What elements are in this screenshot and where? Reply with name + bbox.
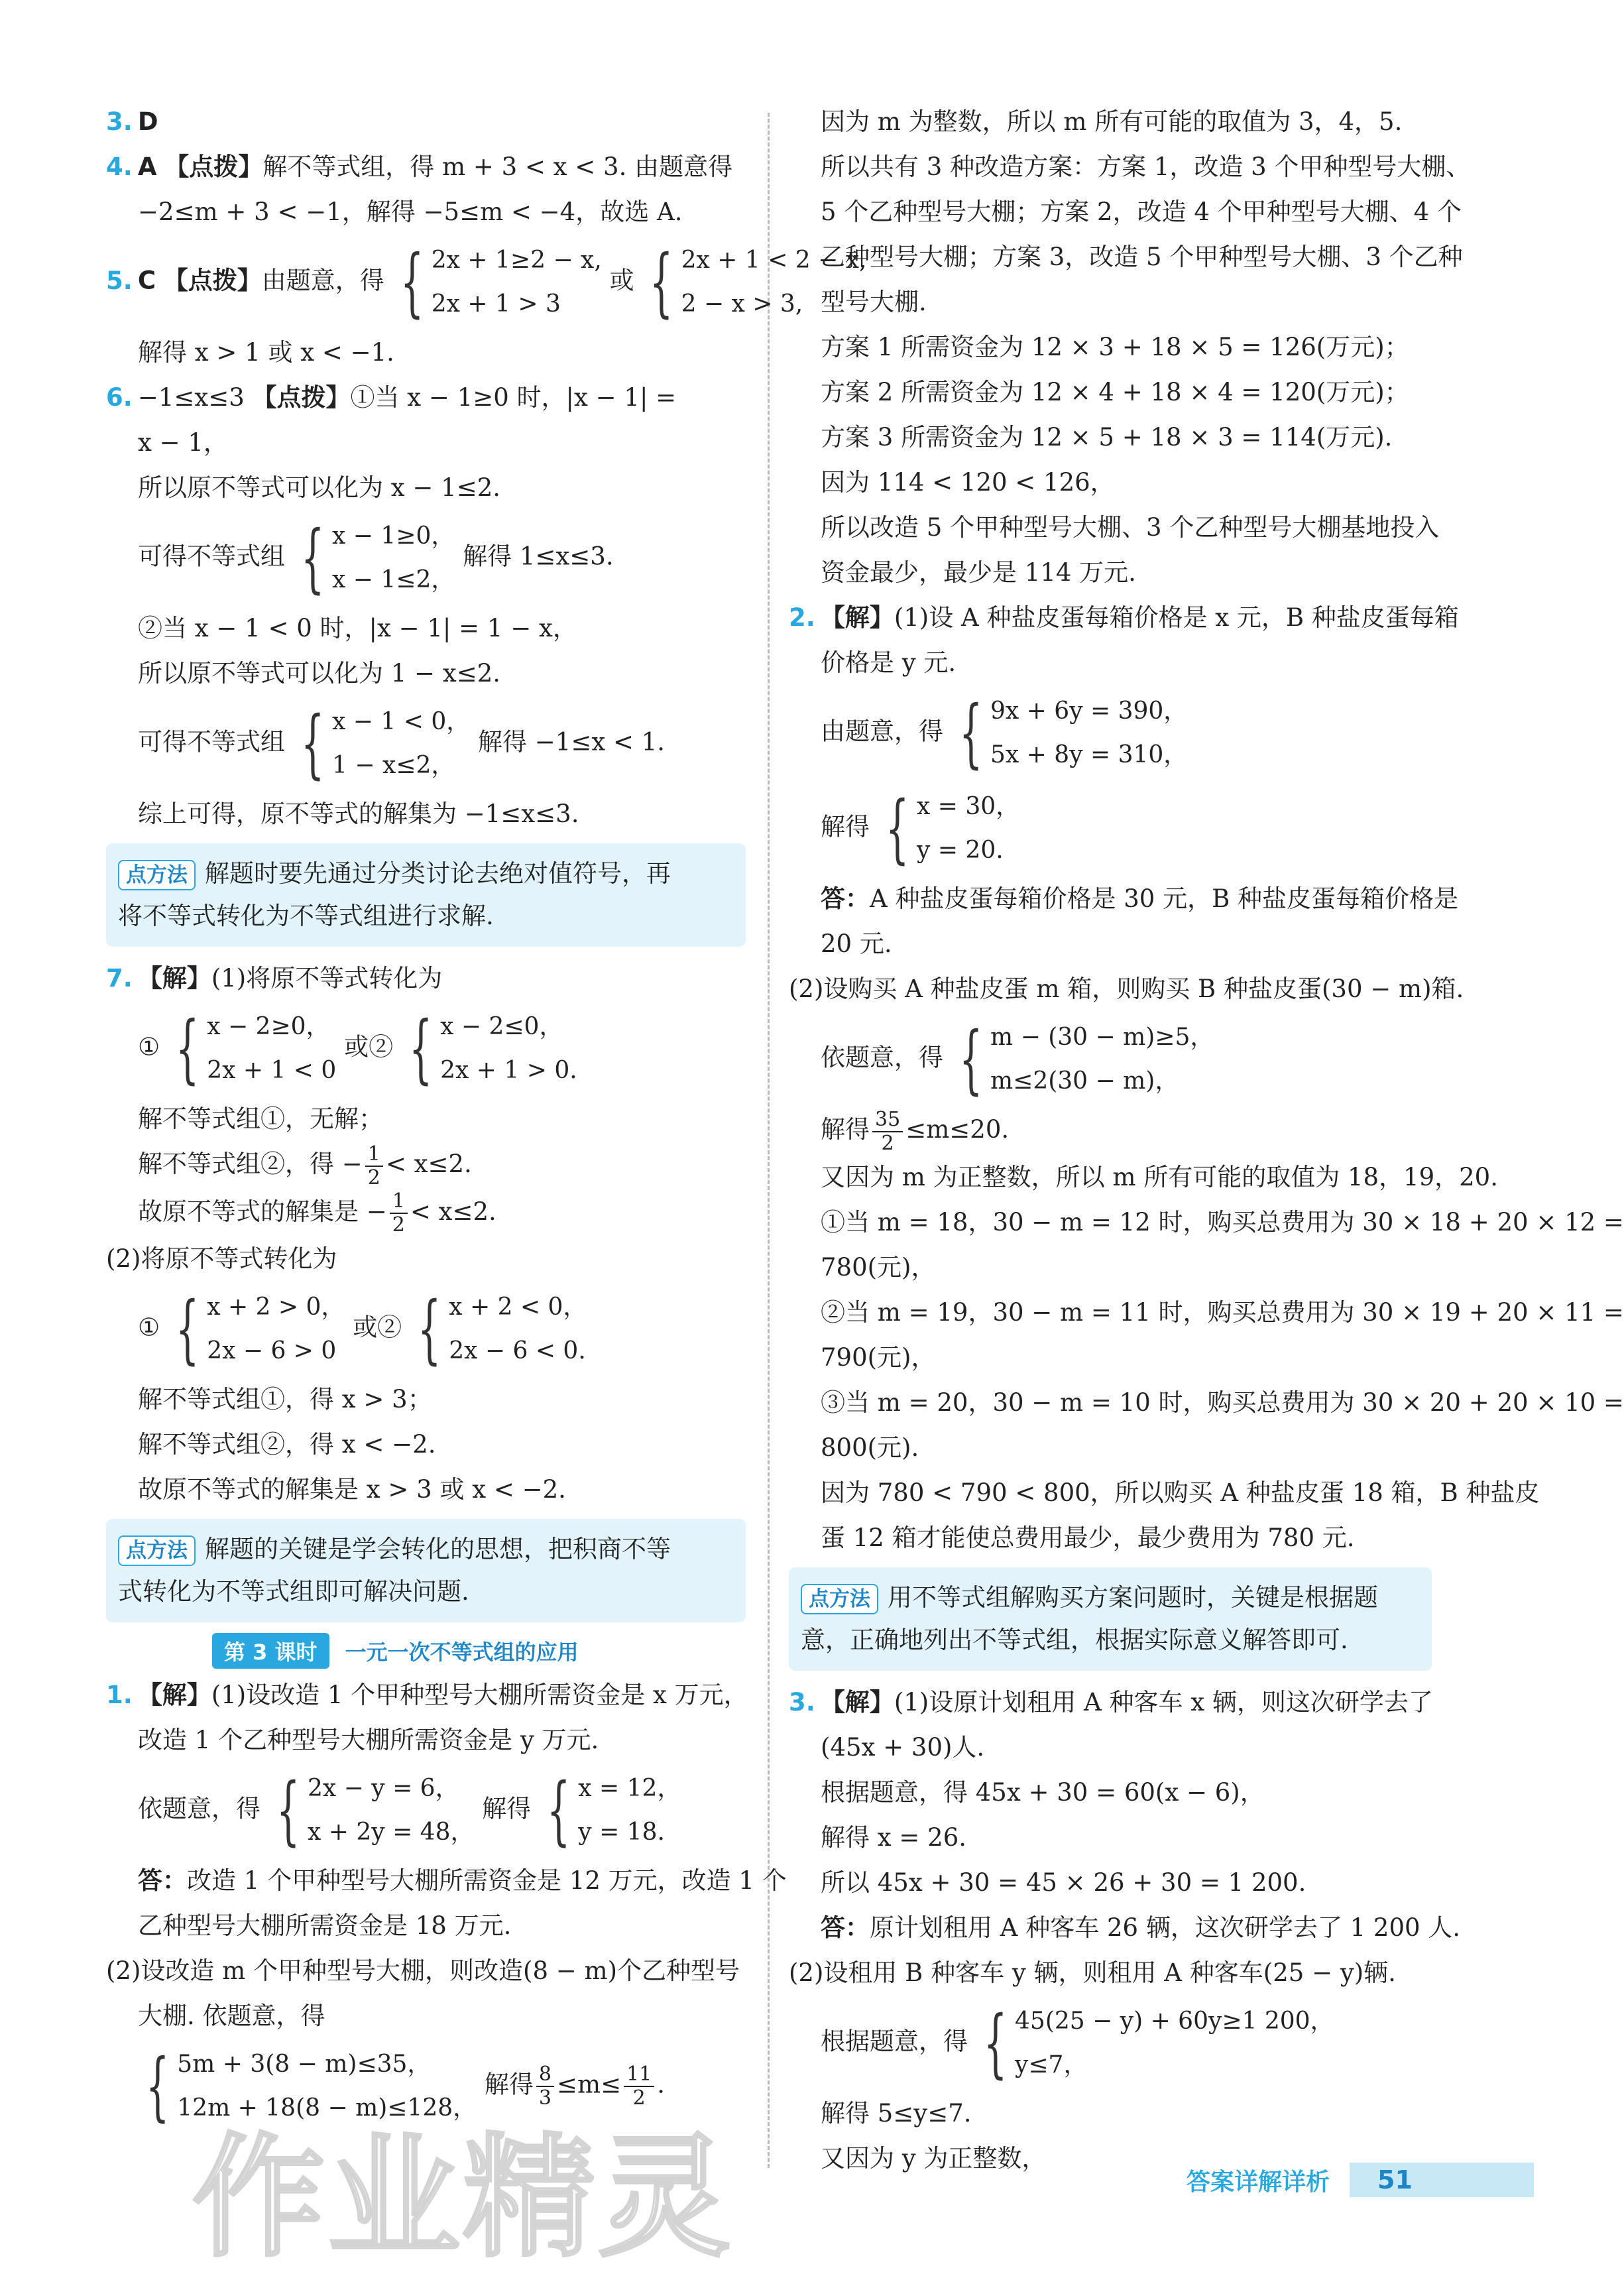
inequality-system: { m − (30 − m)≥5， m≤2(30 − m)， — [958, 1016, 1214, 1103]
problem-1 — [106, 1673, 746, 1718]
answer-choice: A — [137, 152, 157, 181]
answer-text: 原计划租用 A 种客车 26 辆，这次研学去了 1 200 人. — [870, 1913, 1461, 1942]
answer-text: 解得 — [482, 1794, 532, 1823]
inequality-system: { 2x + 1 < 2 − x, 2 − x > 3, — [650, 239, 867, 326]
answer-text-line: 又因为 m 为正整数，所以 m 所有可能的取值为 18，19，20. — [821, 1162, 1498, 1191]
answer-system-line — [789, 781, 1432, 876]
answer-system-line — [106, 510, 746, 606]
inequality-system: { 5m + 3(8 − m)≤35， 12m + 18(8 − m)≤128， — [145, 2043, 477, 2130]
inequality-system: { x + 2 < 0， 2x − 6 < 0. — [417, 1286, 587, 1372]
system-row: 2x + 1 > 3 — [431, 290, 561, 318]
answer-text: (1)设原计划租用 A 种客车 x 辆，则这次研学去了 — [894, 1687, 1433, 1716]
question-number: 1. — [106, 1681, 133, 1709]
question-number: 4. — [106, 152, 133, 181]
answer-text: 解得 −1≤x < 1. — [478, 727, 666, 756]
answer-text: < x≤2. — [410, 1197, 496, 1226]
method-label: 点方法 — [118, 860, 196, 890]
lesson-badge: 第 3 课时 — [212, 1633, 329, 1669]
watermark: 作业精灵 — [192, 2121, 734, 2275]
answer-text: (1)设 A 种盐皮蛋每箱价格是 x 元，B 种盐皮蛋每箱 — [894, 603, 1459, 632]
inequality-system: { x − 2≥0， 2x + 1 < 0 — [175, 1006, 337, 1092]
answer-text-line: 因为 780 < 790 < 800，所以购买 A 种盐皮蛋 18 箱，B 种盐皮 — [821, 1478, 1540, 1507]
answer-text-line: 解得 x = 26. — [821, 1823, 966, 1852]
answer-text-line: 790(元)， — [821, 1343, 936, 1372]
system-row: 5x + 8y = 310， — [990, 741, 1188, 768]
system-row: 2x − 6 < 0. — [449, 1337, 586, 1364]
answer-text-line: 方案 3 所需资金为 12 × 5 + 18 × 3 = 114(万元). — [821, 423, 1393, 451]
answer-text-line: 价格是 y 元. — [821, 648, 957, 677]
answer-text-line: 方案 2 所需资金为 12 × 4 + 18 × 4 = 120(万元)； — [821, 378, 1409, 406]
answer-3 — [106, 99, 746, 145]
connector-text: 或 — [609, 266, 634, 295]
answer-fraction-line — [789, 1107, 1432, 1155]
inequality-system: { x − 1≥0， x − 1≤2， — [300, 515, 455, 601]
answer-text: 改造 1 个甲种型号大棚所需资金是 12 万元，改造 1 个 — [187, 1866, 787, 1895]
system-row: 9x + 6y = 390， — [990, 697, 1188, 725]
answer-text: (1)设改造 1 个甲种型号大棚所需资金是 x 万元， — [211, 1681, 748, 1709]
answer-4 — [106, 145, 746, 190]
answer-text-line: 解得 x > 1 或 x < −1. — [138, 338, 394, 367]
answer-text-line: ③当 m = 20，30 − m = 10 时，购买总费用为 30 × 20 + 20 × 10 = — [821, 1388, 1624, 1417]
inequality-system: { 45(25 − y) + 60y≥1 200， y≤7， — [983, 2000, 1334, 2086]
system-row: 2x − 6 > 0 — [207, 1337, 337, 1364]
lesson-header — [212, 1633, 746, 1669]
answer-text: 解不等式组，得 m + 3 < x < 3. 由题意得 — [262, 152, 733, 181]
answer-system-line — [106, 1282, 746, 1377]
answer-text: 解得 1≤x≤3. — [463, 542, 614, 571]
answer-text: ①当 x − 1≥0 时，|x − 1| = — [350, 383, 677, 412]
answer-text-line: (2)设改造 m 个甲种型号大棚，则改造(8 − m)个乙种型号 — [106, 1956, 740, 1985]
equation-system: { 9x + 6y = 390， 5x + 8y = 310， — [958, 690, 1188, 776]
answer-label: 答： — [138, 1866, 187, 1895]
system-row: y≤7， — [1015, 2051, 1088, 2078]
answer-text: 依题意，得 — [138, 1794, 261, 1823]
answer-text-line: 蛋 12 箱才能使总费用最少，最少费用为 780 元. — [821, 1523, 1355, 1552]
answer-text-line: 所以共有 3 种改造方案：方案 1，改造 3 个甲种型号大棚、 — [821, 152, 1471, 181]
problem-3 — [789, 1680, 1432, 1725]
answer-text-line: 故原不等式的解集是 x > 3 或 x < −2. — [138, 1475, 566, 1504]
answer-text: ≤m≤ — [557, 2070, 622, 2099]
question-number: 2. — [789, 603, 815, 632]
answer-text-line: (2)将原不等式转化为 — [106, 1244, 337, 1273]
question-number: 3. — [106, 107, 133, 136]
answer-text-line: 解不等式组①，得 x > 3； — [138, 1385, 432, 1413]
answer-text-line: 所以原不等式可以化为 x − 1≤2. — [138, 473, 500, 502]
answer-text-line: 解不等式组②，得 x < −2. — [138, 1430, 436, 1459]
system-row: 2x + 1 > 0. — [440, 1057, 577, 1084]
circled-number: ① — [138, 1032, 160, 1061]
answer-text: 由题意，得 — [261, 266, 384, 295]
answer-text-line: (2)设租用 B 种客车 y 辆，则租用 A 种客车(25 − y)辆. — [789, 1958, 1396, 1987]
answer-system-line — [789, 1996, 1432, 2091]
answer-text: A 种盐皮蛋每箱价格是 30 元，B 种盐皮蛋每箱价格是 — [870, 884, 1459, 913]
answer-text-line: 又因为 y 为正整数， — [821, 2143, 1047, 2173]
method-text: 意，正确地列出不等式组，根据实际意义解答即可. — [801, 1625, 1348, 1654]
answer-text-line: ②当 x − 1 < 0 时，|x − 1| = 1 − x， — [138, 614, 577, 642]
question-number: 3. — [789, 1687, 815, 1716]
answer-system-line — [789, 1012, 1432, 1107]
answer-text: 故原不等式的解集是 − — [138, 1197, 387, 1226]
answer-text: 解得 — [484, 2070, 534, 2099]
hint-tag: 【点拨】 — [164, 152, 263, 181]
hint-tag: 【点拨】 — [252, 383, 351, 412]
answer-text-line: 800(元). — [821, 1433, 919, 1462]
answer-text-line: 大棚. 依题意，得 — [138, 2002, 325, 2030]
answer-text-line: 所以原不等式可以化为 1 − x≤2. — [138, 659, 500, 688]
system-row: 5m + 3(8 − m)≤35， — [177, 2051, 432, 2078]
system-row: x + 2 > 0， — [207, 1293, 345, 1321]
answer-text-line: ①当 m = 18，30 − m = 12 时，购买总费用为 30 × 18 + 20 × 12 = — [821, 1207, 1624, 1236]
system-row: x + 2y = 48， — [308, 1819, 475, 1846]
method-text: 解题时要先通过分类讨论去绝对值符号，再 — [205, 859, 671, 888]
answer-system-line — [789, 686, 1432, 781]
answer-choice: C — [137, 266, 156, 295]
answer-text-line: 乙种型号大棚；方案 3，改造 5 个甲种型号大棚、3 个乙种 — [821, 243, 1463, 271]
method-text: 将不等式转化为不等式组进行求解. — [118, 902, 494, 930]
solution-tag: 【解】 — [137, 964, 211, 992]
method-box — [789, 1567, 1432, 1671]
answer-text: 可得不等式组 — [138, 727, 285, 756]
hint-tag: 【点拨】 — [163, 266, 262, 295]
answer-text-line: 因为 114 < 120 < 126， — [821, 468, 1115, 497]
answer-5 — [106, 235, 867, 330]
system-row: x − 2≥0， — [207, 1013, 330, 1040]
system-row: x − 1≥0， — [332, 522, 455, 550]
method-text: 用不等式组解购买方案问题时，关键是根据题 — [888, 1583, 1378, 1612]
fraction: $\frac{11}{2}$ — [624, 2063, 654, 2110]
system-row: m≤2(30 − m)， — [990, 1067, 1179, 1095]
answer-label: 答： — [821, 1913, 870, 1942]
connector-text: 或② — [344, 1032, 394, 1061]
lesson-title: 一元一次不等式组的应用 — [345, 1640, 579, 1665]
fraction: $\frac{1}{2}$ — [390, 1190, 408, 1236]
system-row: y = 18. — [578, 1819, 665, 1846]
system-row: x = 12， — [578, 1775, 681, 1802]
solution-tag: 【解】 — [820, 1687, 894, 1716]
question-number: 6. — [106, 383, 133, 412]
inequality-system: { x − 2≤0， 2x + 1 > 0. — [408, 1006, 577, 1092]
connector-text: 或② — [353, 1313, 402, 1342]
system-row: x + 2 < 0， — [449, 1293, 587, 1321]
answer-text-line: 20 元. — [821, 930, 892, 958]
answer-text-line: 型号大棚. — [821, 288, 927, 316]
answer-text-line: 所以改造 5 个甲种型号大棚、3 个乙种型号大棚基地投入 — [821, 513, 1440, 542]
system-row: 2x + 1 < 2 − x, — [681, 247, 867, 274]
answer-text-line: 根据题意，得 45x + 30 = 60(x − 6)， — [821, 1777, 1265, 1807]
answer-statement — [106, 1858, 787, 1903]
answer-7 — [106, 956, 746, 1001]
answer-text-line: 5 个乙种型号大棚；方案 2，改造 4 个甲种型号大棚、4 个 — [821, 198, 1462, 226]
method-text: 式转化为不等式组即可解决问题. — [118, 1577, 469, 1606]
system-row: 45(25 − y) + 60y≥1 200， — [1015, 2007, 1334, 2035]
answer-text-line: 解得 5≤y≤7. — [821, 2098, 972, 2128]
system-row: 12m + 18(8 − m)≤128， — [177, 2094, 477, 2122]
answer-text: ≤m≤20. — [905, 1115, 1010, 1144]
system-row: 2 − x > 3, — [681, 290, 803, 318]
equation-system: { x = 12， y = 18. — [546, 1768, 681, 1854]
solution-tag: 【解】 — [137, 1681, 211, 1709]
system-row: 2x + 1≥2 − x, — [431, 247, 602, 274]
answer-system-line — [106, 1763, 746, 1858]
problem-2 — [789, 595, 1459, 640]
answer-choice: D — [137, 107, 158, 136]
answer-text: 解不等式组②，得 − — [138, 1150, 363, 1178]
question-number: 5. — [106, 266, 133, 295]
system-row: x − 1 < 0， — [332, 708, 471, 735]
answer-6 — [106, 375, 746, 420]
answer-text-line: 综上可得，原不等式的解集为 −1≤x≤3. — [138, 800, 579, 828]
question-number: 7. — [106, 964, 133, 992]
answer-text: 根据题意，得 — [821, 2027, 968, 2055]
answer-text-line: 因为 m 为整数，所以 m 所有可能的取值为 3，4，5. — [821, 107, 1403, 136]
answer-statement — [789, 1905, 1461, 1951]
fraction: $\frac{1}{2}$ — [365, 1143, 383, 1189]
equation-system: { 2x − y = 6， x + 2y = 48， — [276, 1768, 475, 1854]
answer-text: 解得 — [821, 1115, 870, 1144]
circled-number: ① — [138, 1313, 160, 1342]
method-box — [106, 1519, 746, 1622]
system-row: 2x − y = 6， — [308, 1775, 459, 1802]
method-label: 点方法 — [118, 1535, 196, 1566]
answer-text: 依题意，得 — [821, 1043, 943, 1072]
right-column — [789, 99, 1624, 2181]
system-row: x − 1≤2， — [332, 566, 455, 593]
answer-text: < x≤2. — [385, 1150, 472, 1178]
page-number: 51 — [1350, 2163, 1534, 2197]
answer-text-line: 改造 1 个乙种型号大棚所需资金是 y 万元. — [138, 1726, 599, 1754]
system-row: 1 − x≤2， — [332, 752, 455, 779]
answer-text-line: (2)设购买 A 种盐皮蛋 m 箱，则购买 B 种盐皮蛋(30 − m)箱. — [789, 975, 1464, 1003]
system-row: m − (30 − m)≥5， — [990, 1024, 1214, 1051]
inequality-system: { x − 1 < 0， 1 − x≤2， — [300, 701, 471, 787]
answer-text-line: (45x + 30)人. — [821, 1732, 985, 1762]
fraction: $\frac{8}{3}$ — [536, 2063, 554, 2110]
answer-text: 可得不等式组 — [138, 542, 285, 571]
answer-text: 由题意，得 — [821, 717, 943, 746]
answer-text-line: x − 1， — [138, 428, 228, 457]
answer-text-line: ②当 m = 19，30 − m = 11 时，购买总费用为 30 × 19 + 20 × 11 = — [821, 1297, 1624, 1327]
answer-system-line — [106, 696, 746, 792]
system-row: x = 30， — [917, 793, 1020, 820]
method-text: 解题的关键是学会转化的思想，把积商不等 — [205, 1535, 671, 1563]
answer-fraction-line — [106, 1142, 746, 1189]
answer-text-line: 780(元)， — [821, 1252, 936, 1282]
system-row: x − 2≤0， — [440, 1013, 563, 1040]
answer-text-line: 所以 45x + 30 = 45 × 26 + 30 = 1 200. — [821, 1868, 1306, 1897]
inequality-system: { x + 2 > 0， 2x − 6 > 0 — [175, 1286, 345, 1372]
answer-text-line: 乙种型号大棚所需资金是 18 万元. — [138, 1911, 512, 1940]
method-label: 点方法 — [801, 1584, 878, 1614]
answer-statement — [789, 876, 1459, 922]
answer-text: (1)将原不等式转化为 — [211, 964, 443, 992]
system-row: y = 20. — [917, 837, 1004, 864]
system-row: 2x + 1 < 0 — [207, 1057, 337, 1084]
answer-text-line: −2≤m + 3 < −1，解得 −5≤m < −4，故选 A. — [138, 198, 683, 226]
answer-text-line: 资金最少，最少是 114 万元. — [821, 558, 1136, 587]
inequality-system: { 2x + 1≥2 − x, 2x + 1 > 3 — [400, 239, 602, 326]
answer-text-line: 解不等式组①，无解； — [138, 1105, 383, 1133]
answer-label: 答： — [821, 884, 870, 913]
answer-value: −1≤x≤3 — [137, 383, 245, 412]
footer-label: 答案详解详析 — [1187, 2168, 1330, 2196]
answer-system-line — [106, 1001, 746, 1097]
method-box — [106, 843, 746, 947]
solution-tag: 【解】 — [820, 603, 894, 632]
answer-text: . — [657, 2070, 666, 2099]
page-footer — [1187, 2163, 1534, 2197]
fraction: $\frac{35}{2}$ — [872, 1109, 903, 1155]
equation-system: { x = 30， y = 20. — [885, 786, 1020, 872]
answer-text: 解得 — [821, 812, 870, 841]
answer-fraction-line — [106, 1189, 746, 1237]
answer-text-line: 方案 1 所需资金为 12 × 3 + 18 × 5 = 126(万元)； — [821, 333, 1409, 361]
